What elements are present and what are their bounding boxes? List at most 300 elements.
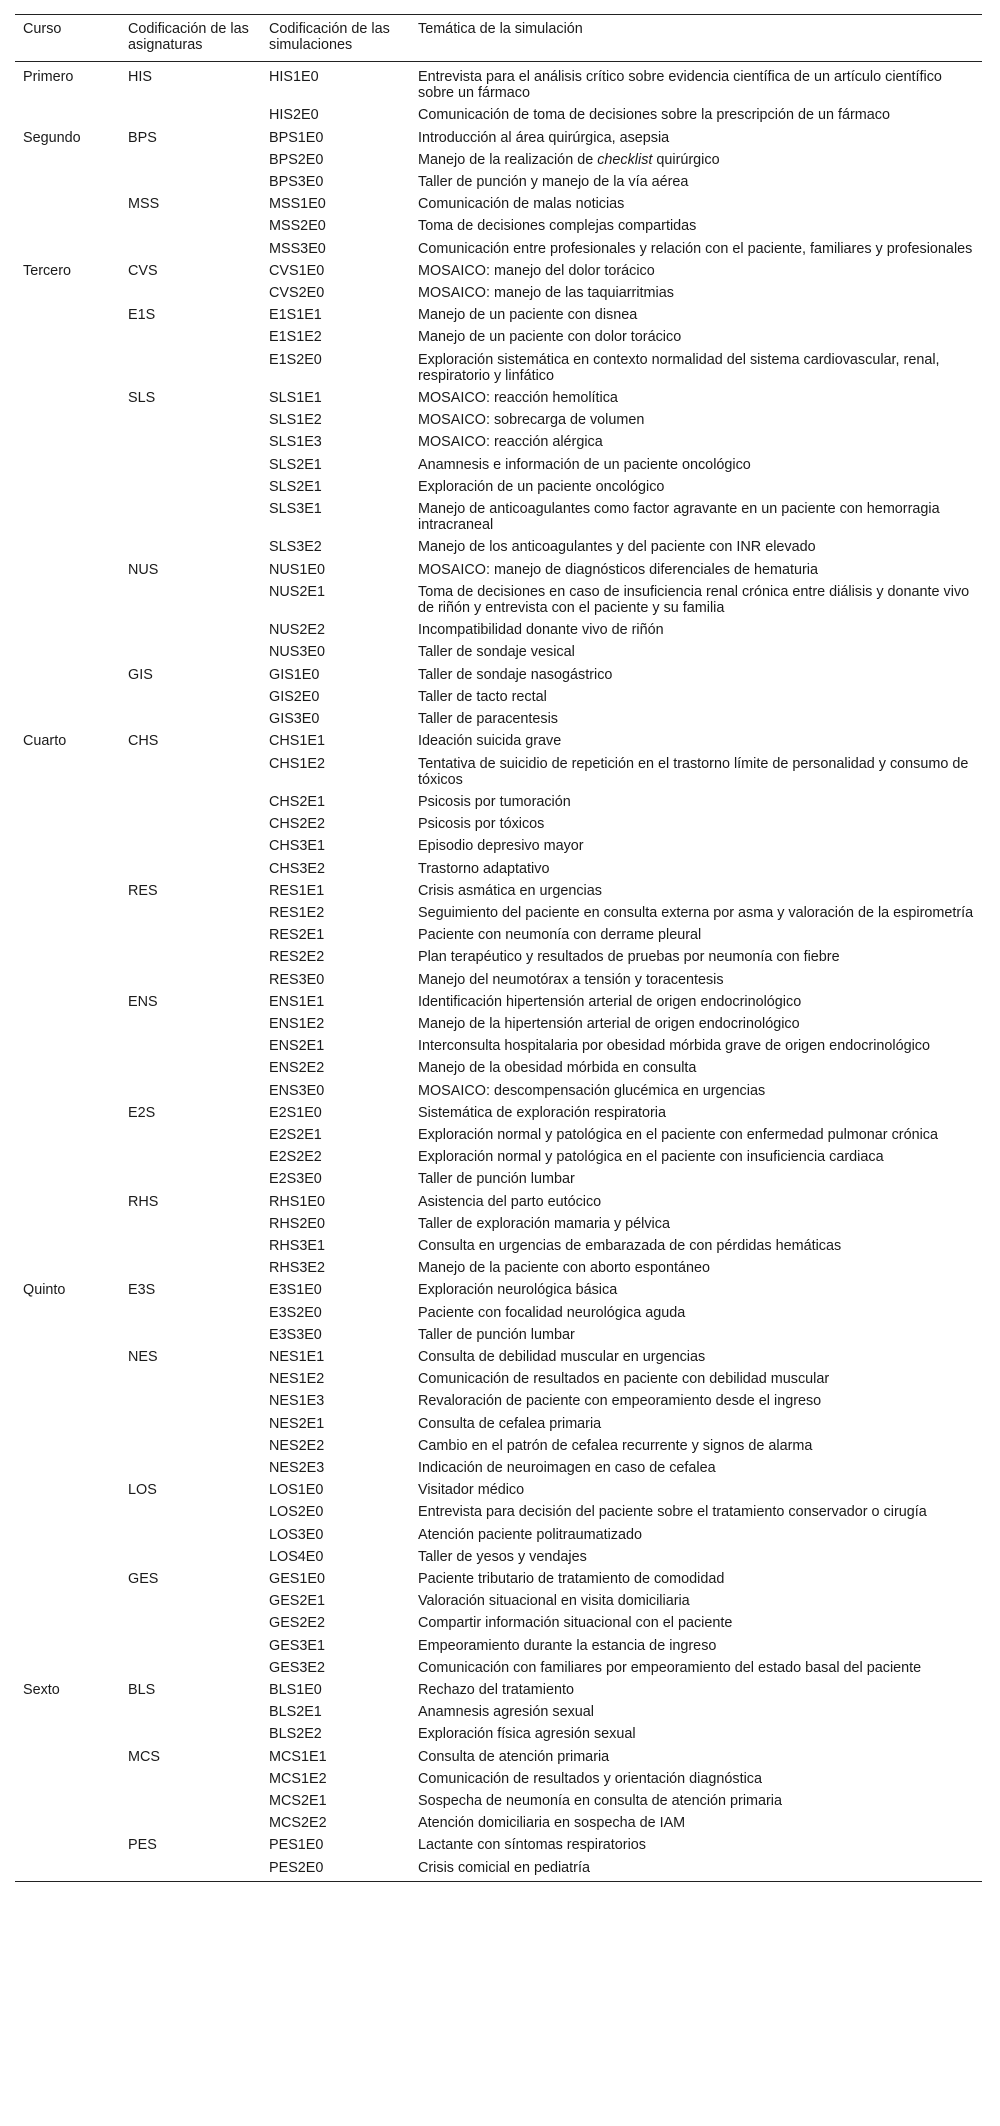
cell-simulacion: SLS3E2: [269, 539, 322, 556]
cell-simulacion: RES1E2: [269, 904, 325, 921]
cell-curso: [15, 1479, 120, 1501]
cell-simulacion: E3S3E0: [269, 1326, 322, 1343]
cell-curso: [15, 1546, 120, 1568]
table-row: [15, 1679, 982, 1701]
table-row: [15, 349, 982, 387]
table-row: [15, 282, 982, 304]
cell-simulacion: HIS2E0: [269, 107, 319, 124]
cell-curso: [15, 409, 120, 431]
cell-curso: [15, 476, 120, 498]
cell-tematica: Toma de decisiones en caso de insuficiencia renal crónica entre diálisis y donante vivo de riñón y entrevista con el paciente y su familia: [418, 583, 970, 617]
table-row: [15, 1057, 982, 1079]
cell-simulacion: MCS2E1: [269, 1793, 327, 1810]
cell-simulacion: LOS4E0: [269, 1548, 324, 1565]
cell-tematica: Psicosis por tóxicos: [418, 816, 545, 833]
cell-curso: [15, 1168, 120, 1190]
cell-simulacion: SLS2E1: [269, 478, 322, 495]
cell-curso: [15, 1191, 120, 1213]
cell-asignatura: [120, 215, 261, 237]
cell-simulacion: RHS2E0: [269, 1215, 325, 1232]
cell-curso: [15, 193, 120, 215]
cell-simulacion: E3S2E0: [269, 1304, 322, 1321]
table-row: [15, 1657, 982, 1679]
cell-curso: [15, 858, 120, 880]
cell-tematica: Comunicación entre profesionales y relación con el paciente, familiares y profesionales: [418, 240, 973, 257]
table-row: [15, 641, 982, 663]
cell-curso: [15, 1457, 120, 1479]
cell-simulacion: LOS3E0: [269, 1526, 324, 1543]
table-row: [15, 1146, 982, 1168]
cell-tematica: Paciente tributario de tratamiento de comodidad: [418, 1571, 725, 1588]
table-row: [15, 1546, 982, 1568]
cell-asignatura: [120, 1235, 261, 1257]
cell-asignatura: [120, 753, 261, 791]
cell-tematica: Paciente con neumonía con derrame pleural: [418, 927, 702, 944]
cell-simulacion: GES3E1: [269, 1637, 325, 1654]
cell-curso: [15, 104, 120, 126]
table-row: [15, 1168, 982, 1190]
cell-simulacion: ENS2E1: [269, 1038, 325, 1055]
cell-asignatura: E3S: [128, 1282, 156, 1299]
table-row: [15, 1790, 982, 1812]
cell-simulacion: SLS1E2: [269, 412, 322, 429]
table-row: [15, 1235, 982, 1257]
header-tematica: Temática de la simulación: [410, 15, 982, 62]
table-row: [15, 880, 982, 902]
cell-asignatura: BLS: [128, 1682, 156, 1699]
cell-asignatura: [120, 1635, 261, 1657]
table-row: [15, 1834, 982, 1856]
cell-curso: [15, 1435, 120, 1457]
cell-simulacion: PES1E0: [269, 1837, 324, 1854]
cell-simulacion: MSS3E0: [269, 240, 326, 257]
cell-curso: [15, 1102, 120, 1124]
cell-asignatura: [120, 1257, 261, 1279]
cell-curso: [15, 1657, 120, 1679]
cell-tematica: Cambio en el patrón de cefalea recurrente y signos de alarma: [418, 1437, 813, 1454]
cell-tematica: Sospecha de neumonía en consulta de atención primaria: [418, 1793, 783, 1810]
cell-curso: Cuarto: [23, 733, 67, 750]
cell-asignatura: [120, 1035, 261, 1057]
cell-curso: Sexto: [23, 1682, 60, 1699]
table-row: [15, 559, 982, 581]
cell-asignatura: [120, 1013, 261, 1035]
cell-asignatura: [120, 238, 261, 260]
cell-curso: [15, 1746, 120, 1768]
cell-simulacion: E3S1E0: [269, 1282, 322, 1299]
cell-asignatura: [120, 686, 261, 708]
cell-curso: [15, 581, 120, 619]
table-row: [15, 127, 982, 149]
cell-simulacion: NES2E3: [269, 1460, 325, 1476]
cell-simulacion: E1S1E1: [269, 307, 322, 324]
table-row: [15, 924, 982, 946]
cell-curso: [15, 304, 120, 326]
table-row: [15, 1723, 982, 1745]
cell-curso: Primero: [23, 69, 74, 85]
cell-simulacion: ENS3E0: [269, 1082, 325, 1099]
cell-tematica: Taller de exploración mamaria y pélvica: [418, 1215, 670, 1232]
cell-curso: [15, 1857, 120, 1882]
cell-tematica: Exploración de un paciente oncológico: [418, 478, 665, 495]
cell-simulacion: CHS1E2: [269, 755, 325, 772]
cell-asignatura: [120, 1390, 261, 1412]
cell-asignatura: [120, 349, 261, 387]
cell-simulacion: MCS1E2: [269, 1770, 327, 1787]
cell-asignatura: [120, 1213, 261, 1235]
cell-tematica: Episodio depresivo mayor: [418, 838, 584, 855]
cell-tematica: Psicosis por tumoración: [418, 793, 571, 810]
cell-curso: [15, 559, 120, 581]
table-row: [15, 1590, 982, 1612]
cell-curso: [15, 753, 120, 791]
cell-tematica: Tentativa de suicidio de repetición en el trastorno límite de personalidad y consumo de tóxicos: [418, 755, 969, 788]
table-row: [15, 664, 982, 686]
cell-tematica: Taller de paracentesis: [418, 711, 558, 728]
cell-asignatura: [120, 104, 261, 126]
table-row: [15, 1812, 982, 1834]
table-row: [15, 969, 982, 991]
cell-simulacion: ENS1E2: [269, 1015, 325, 1032]
cell-curso: [15, 171, 120, 193]
cell-asignatura: [120, 969, 261, 991]
cell-simulacion: RHS3E2: [269, 1260, 325, 1277]
table-row: [15, 1124, 982, 1146]
cell-simulacion: E2S2E2: [269, 1149, 322, 1166]
cell-tematica: Manejo de la realización de checklist quirúrgico: [418, 151, 720, 168]
table-row: [15, 991, 982, 1013]
cell-tematica: Crisis comicial en pediatría: [410, 1857, 982, 1882]
cell-asignatura: LOS: [128, 1482, 157, 1499]
cell-tematica: Anamnesis agresión sexual: [418, 1704, 594, 1721]
table-row: [15, 1035, 982, 1057]
cell-tematica: Exploración normal y patológica en el paciente con insuficiencia cardiaca: [418, 1149, 884, 1166]
cell-simulacion: NES1E3: [269, 1393, 325, 1410]
cell-curso: [15, 1146, 120, 1168]
cell-asignatura: [120, 1524, 261, 1546]
cell-simulacion: GIS2E0: [269, 688, 320, 705]
cell-asignatura: [120, 1124, 261, 1146]
cell-tematica: Entrevista para el análisis crítico sobre evidencia científica de un artículo científico sobre un fármaco: [418, 69, 942, 102]
table-row: [15, 1213, 982, 1235]
table-row: [15, 813, 982, 835]
cell-asignatura: BPS: [128, 129, 157, 146]
cell-simulacion: E2S3E0: [269, 1171, 322, 1188]
cell-simulacion: ENS2E2: [269, 1060, 325, 1077]
cell-curso: [15, 498, 120, 536]
cell-asignatura: [120, 1413, 261, 1435]
cell-simulacion: CVS1E0: [269, 262, 325, 279]
table-row: [15, 1612, 982, 1634]
cell-curso: [15, 326, 120, 348]
cell-asignatura: [120, 1790, 261, 1812]
cell-tematica: Sistemática de exploración respiratoria: [418, 1104, 666, 1121]
cell-asignatura: [120, 1168, 261, 1190]
cell-curso: [15, 1812, 120, 1834]
table-row: [15, 1501, 982, 1523]
cell-curso: [15, 536, 120, 558]
cell-tematica: Identificación hipertensión arterial de origen endocrinológico: [418, 993, 802, 1010]
cell-asignatura: [120, 1657, 261, 1679]
table-row: [15, 1257, 982, 1279]
cell-tematica: Manejo de anticoagulantes como factor agravante en un paciente con hemorragia intracraneal: [418, 501, 940, 534]
cell-curso: [15, 1612, 120, 1634]
cell-curso: Quinto: [23, 1282, 66, 1299]
cell-tematica: Entrevista para decisión del paciente sobre el tratamiento conservador o cirugía: [418, 1504, 927, 1521]
cell-asignatura: [120, 1435, 261, 1457]
cell-curso: [15, 791, 120, 813]
table-row: [15, 1524, 982, 1546]
cell-curso: [15, 813, 120, 835]
cell-tematica: Trastorno adaptativo: [418, 860, 550, 877]
cell-tematica: Taller de sondaje nasogástrico: [418, 666, 613, 683]
cell-curso: [15, 1413, 120, 1435]
cell-tematica: MOSAICO: manejo de diagnósticos diferenciales de hematuria: [418, 561, 818, 578]
table-row: [15, 1080, 982, 1102]
cell-curso: [15, 349, 120, 387]
cell-asignatura: [120, 476, 261, 498]
table-row: [15, 536, 982, 558]
cell-curso: [15, 835, 120, 857]
cell-curso: [15, 238, 120, 260]
cell-simulacion: GIS1E0: [269, 666, 320, 683]
cell-tematica: Taller de yesos y vendajes: [418, 1548, 587, 1565]
table-row: [15, 104, 982, 126]
table-row: [15, 1302, 982, 1324]
cell-asignatura: [120, 1080, 261, 1102]
cell-tematica: Manejo del neumotórax a tensión y toracentesis: [418, 971, 724, 988]
cell-tematica: Exploración neurológica básica: [418, 1282, 618, 1299]
table-row: [15, 409, 982, 431]
cell-tematica: Exploración sistemática en contexto normalidad del sistema cardiovascular, renal, respiratorio y linfático: [418, 351, 940, 384]
cell-simulacion: E1S2E0: [269, 351, 322, 368]
simulation-table: [15, 14, 982, 1882]
cell-asignatura: NUS: [128, 561, 159, 578]
cell-curso: [15, 1390, 120, 1412]
cell-tematica: MOSAICO: descompensación glucémica en urgencias: [418, 1082, 766, 1099]
cell-tematica: Asistencia del parto eutócico: [418, 1193, 602, 1210]
cell-tematica: Exploración normal y patológica en el paciente con enfermedad pulmonar crónica: [418, 1126, 938, 1143]
table-row: [15, 708, 982, 730]
cell-asignatura: [120, 454, 261, 476]
cell-asignatura: [120, 619, 261, 641]
cell-tematica: Atención paciente politraumatizado: [418, 1526, 642, 1543]
cell-simulacion: ENS1E1: [269, 993, 325, 1010]
table-row: [15, 193, 982, 215]
cell-curso: [15, 1723, 120, 1745]
cell-asignatura: [120, 641, 261, 663]
cell-tematica: Comunicación con familiares por empeoramiento del estado basal del paciente: [418, 1659, 922, 1676]
cell-simulacion: NES1E2: [269, 1371, 325, 1388]
table-row: [15, 1435, 982, 1457]
cell-simulacion: NES2E2: [269, 1437, 325, 1454]
cell-tematica: Seguimiento del paciente en consulta externa por asma y valoración de la espirometría: [418, 904, 974, 921]
table-header-row: [15, 15, 982, 62]
table-row: [15, 581, 982, 619]
cell-tematica: Crisis asmática en urgencias: [418, 882, 602, 899]
cell-tematica: Toma de decisiones complejas compartidas: [418, 218, 697, 235]
cell-simulacion: MSS2E0: [269, 218, 326, 235]
cell-tematica: Taller de punción lumbar: [418, 1171, 575, 1188]
table-row: [15, 1191, 982, 1213]
cell-simulacion: NES2E1: [269, 1415, 325, 1432]
cell-simulacion: RES1E1: [269, 882, 325, 899]
cell-curso: [15, 880, 120, 902]
cell-curso: [15, 969, 120, 991]
cell-simulacion: GES2E2: [269, 1615, 325, 1632]
cell-tematica: Revaloración de paciente con empeoramiento desde el ingreso: [418, 1393, 822, 1410]
cell-tematica: Exploración física agresión sexual: [418, 1726, 636, 1743]
cell-asignatura: [120, 1701, 261, 1723]
cell-simulacion: CHS2E1: [269, 793, 325, 810]
cell-asignatura: [120, 282, 261, 304]
cell-simulacion: MCS2E2: [269, 1815, 327, 1832]
cell-curso: [15, 1568, 120, 1590]
cell-tematica: MOSAICO: sobrecarga de volumen: [418, 412, 645, 429]
cell-simulacion: PES2E0: [261, 1857, 410, 1882]
cell-curso: [15, 1013, 120, 1035]
cell-asignatura: [120, 1723, 261, 1745]
table-row: [15, 1013, 982, 1035]
cell-asignatura: [120, 1368, 261, 1390]
table-row: [15, 1102, 982, 1124]
table-row: [15, 902, 982, 924]
cell-tematica: MOSAICO: reacción hemolítica: [418, 390, 618, 407]
cell-asignatura: [120, 1057, 261, 1079]
table-row: [15, 498, 982, 536]
cell-tematica: Manejo de la obesidad mórbida en consulta: [418, 1060, 697, 1077]
cell-curso: Segundo: [23, 129, 81, 146]
cell-asignatura: [120, 536, 261, 558]
cell-curso: [15, 664, 120, 686]
table-row: [15, 326, 982, 348]
cell-asignatura: HIS: [128, 69, 152, 85]
header-curso: Curso: [15, 15, 120, 62]
cell-simulacion: NUS3E0: [269, 644, 325, 661]
cell-curso: [15, 1235, 120, 1257]
table-row: [15, 835, 982, 857]
cell-asignatura: [120, 1324, 261, 1346]
cell-tematica: Paciente con focalidad neurológica aguda: [418, 1304, 686, 1321]
cell-asignatura: [120, 1857, 261, 1882]
table-row: [15, 1635, 982, 1657]
cell-curso: [15, 1302, 120, 1324]
cell-asignatura: RHS: [128, 1193, 159, 1210]
cell-tematica: Anamnesis e información de un paciente oncológico: [418, 456, 751, 473]
table-row: [15, 304, 982, 326]
cell-curso: [15, 686, 120, 708]
cell-asignatura: [120, 1302, 261, 1324]
cell-asignatura: [120, 1457, 261, 1479]
cell-curso: [15, 1368, 120, 1390]
table-row: [15, 1279, 982, 1301]
cell-asignatura: [120, 326, 261, 348]
cell-tematica: Taller de sondaje vesical: [418, 644, 575, 661]
cell-simulacion: CVS2E0: [269, 285, 325, 302]
cell-asignatura: MSS: [128, 196, 160, 213]
cell-curso: [15, 1346, 120, 1368]
cell-simulacion: GES2E1: [269, 1593, 325, 1610]
table-row: [15, 1768, 982, 1790]
cell-curso: [15, 902, 120, 924]
cell-simulacion: BPS2E0: [269, 151, 324, 168]
cell-tematica: Comunicación de toma de decisiones sobre la prescripción de un fármaco: [418, 107, 890, 124]
table-row: [15, 1479, 982, 1501]
cell-asignatura: GIS: [128, 666, 153, 683]
table-row: [15, 791, 982, 813]
cell-tematica: Plan terapéutico y resultados de pruebas por neumonía con fiebre: [418, 949, 840, 966]
cell-tematica: Manejo de los anticoagulantes y del paciente con INR elevado: [418, 539, 816, 556]
cell-simulacion: CHS1E1: [269, 733, 325, 750]
cell-simulacion: HIS1E0: [269, 69, 319, 85]
cell-simulacion: GES1E0: [269, 1571, 325, 1588]
cell-simulacion: RES2E2: [269, 949, 325, 966]
cell-asignatura: [120, 835, 261, 857]
cell-asignatura: MCS: [128, 1748, 160, 1765]
cell-asignatura: CHS: [128, 733, 159, 750]
cell-tematica: Manejo de un paciente con disnea: [418, 307, 638, 324]
cell-tematica: Ideación suicida grave: [418, 733, 562, 750]
cell-asignatura: [120, 409, 261, 431]
cell-curso: [15, 387, 120, 409]
cell-tematica: MOSAICO: reacción alérgica: [418, 434, 603, 451]
table-row: [15, 238, 982, 260]
cell-curso: [15, 1057, 120, 1079]
cell-curso: [15, 641, 120, 663]
cell-asignatura: [120, 1768, 261, 1790]
cell-tematica: Manejo de un paciente con dolor torácico: [418, 329, 682, 346]
cell-simulacion: RES3E0: [269, 971, 325, 988]
cell-curso: [15, 1834, 120, 1856]
cell-asignatura: [120, 902, 261, 924]
cell-asignatura: GES: [128, 1571, 159, 1588]
cell-simulacion: RHS3E1: [269, 1237, 325, 1254]
cell-tematica: Consulta de cefalea primaria: [418, 1415, 602, 1432]
cell-tematica: Comunicación de resultados en paciente con debilidad muscular: [418, 1371, 830, 1388]
table-body: [15, 62, 982, 1882]
cell-tematica: Visitador médico: [418, 1482, 525, 1499]
table-row: [15, 387, 982, 409]
cell-curso: [15, 1790, 120, 1812]
cell-curso: [15, 282, 120, 304]
cell-tematica: Comunicación de malas noticias: [418, 196, 625, 213]
cell-curso: [15, 1768, 120, 1790]
cell-simulacion: BPS3E0: [269, 174, 324, 191]
cell-simulacion: SLS1E3: [269, 434, 322, 451]
cell-asignatura: CVS: [128, 262, 158, 279]
table-row: [15, 1857, 982, 1882]
table-row: [15, 1390, 982, 1412]
table-row: [15, 946, 982, 968]
table-row: [15, 260, 982, 282]
cell-curso: [15, 1035, 120, 1057]
cell-curso: [15, 1524, 120, 1546]
cell-tematica: Atención domiciliaria en sospecha de IAM: [418, 1815, 686, 1832]
table-row: [15, 1746, 982, 1768]
cell-simulacion: RES2E1: [269, 927, 325, 944]
cell-asignatura: [120, 581, 261, 619]
cell-curso: [15, 1324, 120, 1346]
cell-curso: [15, 1213, 120, 1235]
cell-tematica: Valoración situacional en visita domiciliaria: [418, 1593, 690, 1610]
cell-simulacion: SLS1E1: [269, 390, 322, 407]
cell-curso: [15, 431, 120, 453]
cell-asignatura: NES: [128, 1348, 158, 1365]
cell-simulacion: NES1E1: [269, 1348, 325, 1365]
cell-tematica: Comunicación de resultados y orientación diagnóstica: [418, 1770, 762, 1787]
cell-tematica: Taller de punción lumbar: [418, 1326, 575, 1343]
cell-curso: [15, 149, 120, 171]
